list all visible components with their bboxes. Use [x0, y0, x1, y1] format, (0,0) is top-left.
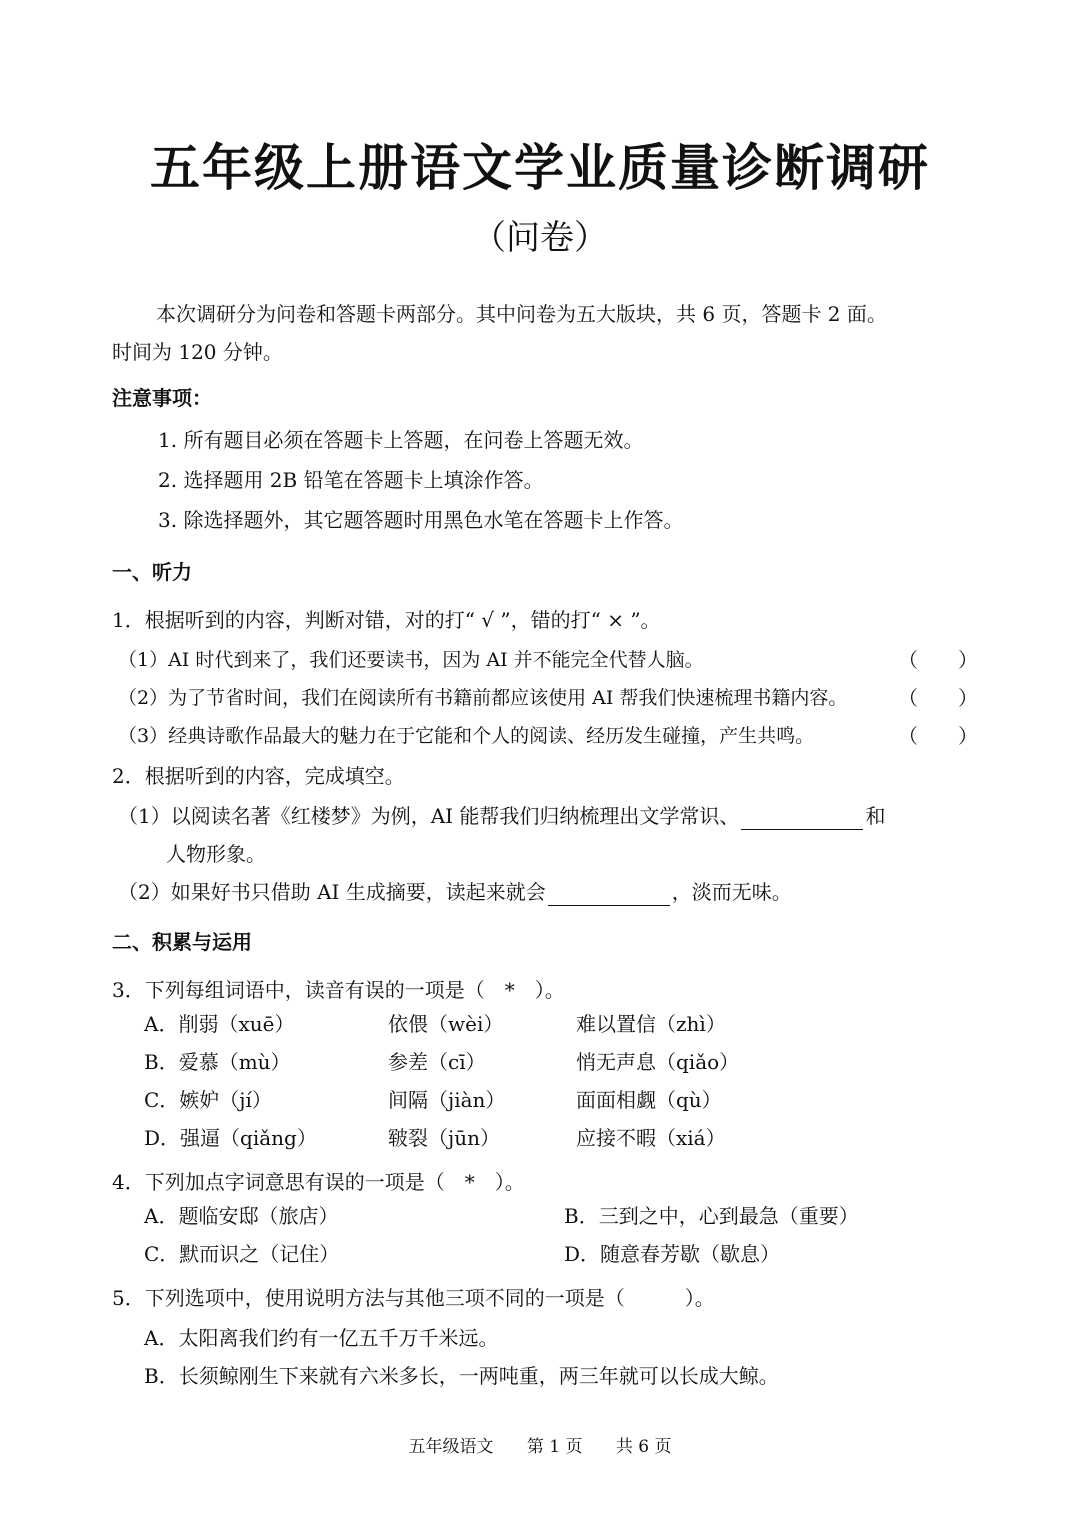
page-subtitle: （问卷） — [472, 218, 608, 258]
question-1-item: （1）AI 时代到来了，我们还要读书，因为 AI 并不能完全代替人脑。 — [118, 649, 704, 671]
question-2-item-2 — [118, 878, 792, 906]
question-5-stem: 5．下列选项中，使用说明方法与其他三项不同的一项是（ ）。 — [112, 1286, 715, 1310]
question-2-item-1 — [118, 802, 885, 830]
question-1-item: （2）为了节省时间，我们在阅读所有书籍前都应该使用 AI 帮我们快速梳理书籍内容。 — [118, 687, 848, 709]
question-2-item-1-tail: 和 — [865, 804, 886, 828]
question-2-item-1-text: （1）以阅读名著《红楼梦》为例，AI 能帮我们归纳梳理出文学常识、 — [118, 804, 740, 828]
footer-total-pages: 共 6 页 — [615, 1437, 672, 1457]
page-footer — [0, 1432, 1080, 1457]
section-heading-listening: 一、听力 — [112, 560, 192, 584]
answer-paren: （ ） — [898, 648, 978, 672]
question-2-item-1-cont: 人物形象。 — [166, 842, 266, 866]
fill-blank — [741, 807, 863, 830]
question-3-option: C．嫉妒（jí） — [144, 1088, 272, 1112]
question-3-option: 难以置信（zhì） — [576, 1012, 726, 1036]
question-3-option: B．爱慕（mù） — [144, 1050, 291, 1074]
question-3-option: 参差（cī） — [388, 1050, 486, 1074]
question-4-option: D．随意春芳歇（歇息） — [564, 1242, 781, 1266]
note-item: 2. 选择题用 2B 铅笔在答题卡上填涂作答。 — [158, 468, 544, 492]
answer-paren: （ ） — [898, 686, 978, 710]
note-item: 1. 所有题目必须在答题卡上答题，在问卷上答题无效。 — [158, 428, 644, 452]
question-3-option: A．削弱（xuē） — [144, 1012, 295, 1036]
question-1-item: （3）经典诗歌作品最大的魅力在于它能和个人的阅读、经历发生碰撞，产生共鸣。 — [118, 725, 815, 747]
intro-line-2: 时间为 120 分钟。 — [112, 340, 283, 364]
note-item: 3. 除选择题外，其它题答题时用黑色水笔在答题卡上作答。 — [158, 508, 684, 532]
question-2-stem: 2．根据听到的内容，完成填空。 — [112, 764, 405, 788]
intro-line-1: 本次调研分为问卷和答题卡两部分。其中问卷为五大版块，共 6 页，答题卡 2 面。 — [156, 302, 887, 326]
question-5-option: A．太阳离我们约有一亿五千万千米远。 — [144, 1326, 499, 1350]
page-title: 五年级上册语文学业质量诊断调研 — [150, 139, 930, 197]
notes-heading: 注意事项： — [112, 386, 212, 410]
question-1-stem: 1．根据听到的内容，判断对错，对的打“ √ ”，错的打“ × ”。 — [112, 608, 661, 632]
question-2-item-2-tail: ，淡而无味。 — [671, 880, 792, 904]
question-4-stem: 4．下列加点字词意思有误的一项是（ * ）。 — [112, 1170, 525, 1194]
question-5-option: B．长须鲸刚生下来就有六米多长，一两吨重，两三年就可以长成大鲸。 — [144, 1364, 779, 1388]
question-2-item-2-text: （2）如果好书只借助 AI 生成摘要，读起来就会 — [118, 880, 546, 904]
question-4-option: B．三到之中，心到最急（重要） — [564, 1204, 859, 1228]
fill-blank — [548, 883, 670, 906]
footer-subject: 五年级语文 — [408, 1437, 494, 1457]
question-3-option: 依偎（wèi） — [388, 1012, 504, 1036]
footer-page-number: 第 1 页 — [526, 1437, 583, 1457]
question-3-option: 应接不暇（xiá） — [576, 1126, 726, 1150]
question-3-option: D．强逼（qiǎng） — [144, 1126, 317, 1150]
question-3-option: 皲裂（jūn） — [388, 1126, 500, 1150]
question-3-option: 悄无声息（qiǎo） — [576, 1050, 740, 1074]
question-3-option: 间隔（jiàn） — [388, 1088, 506, 1112]
question-4-option: C．默而识之（记住） — [144, 1242, 340, 1266]
question-4-option: A．题临安邸（旅店） — [144, 1204, 339, 1228]
question-3-stem: 3．下列每组词语中，读音有误的一项是（ * ）。 — [112, 978, 565, 1002]
section-heading-accumulation: 二、积累与运用 — [112, 930, 252, 954]
question-3-option: 面面相觑（qù） — [576, 1088, 722, 1112]
answer-paren: （ ） — [898, 724, 978, 748]
